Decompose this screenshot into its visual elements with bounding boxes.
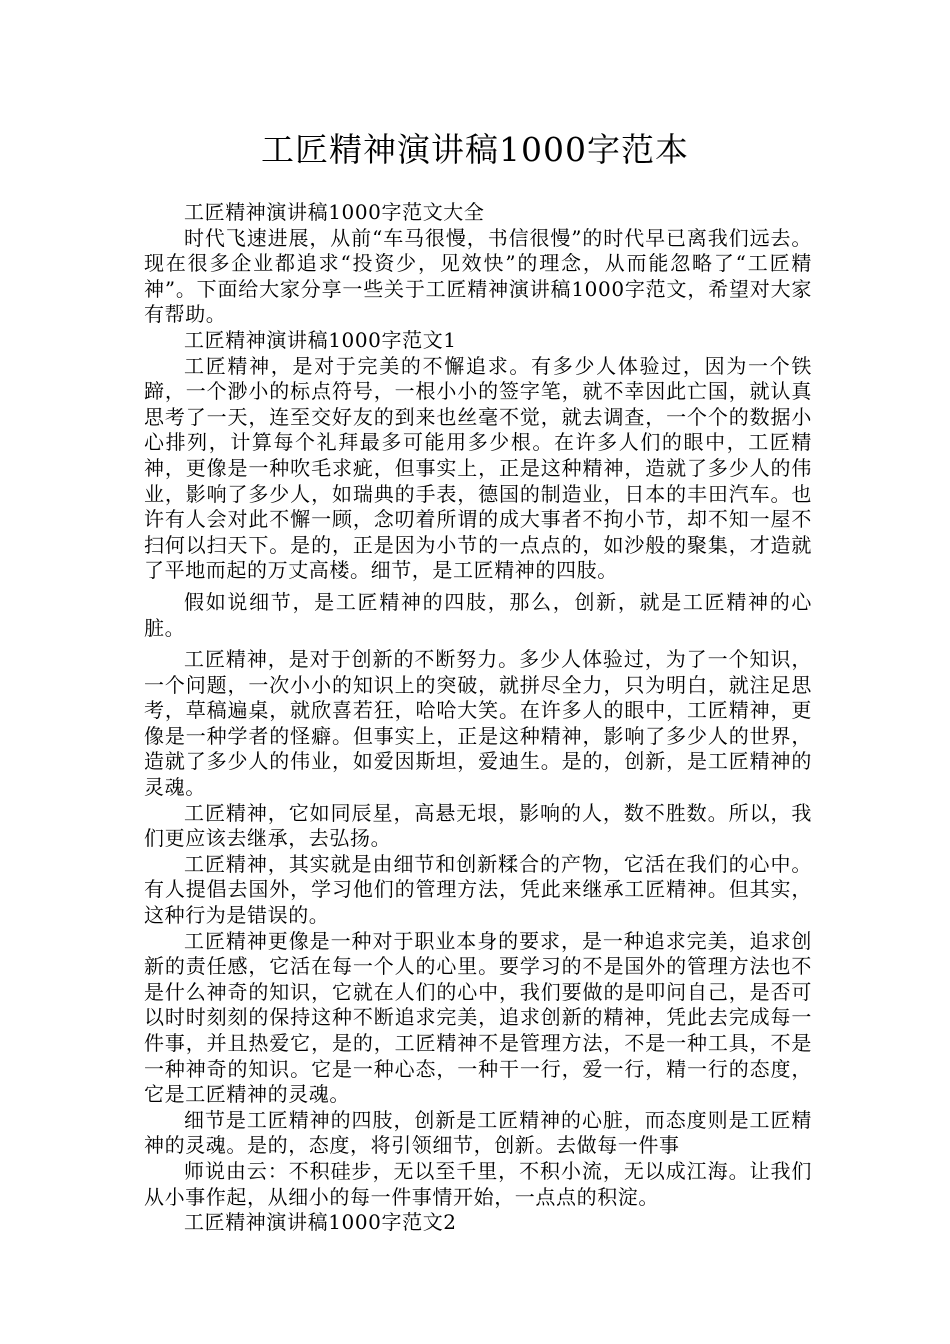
section-heading-1: 工匠精神演讲稿1000字范文1 xyxy=(184,327,457,352)
paragraph-summary: 细节是工匠精神的四肢，创新是工匠精神的心脏，而态度则是工匠精神的灵魂。是的，态度，将引领细节，创新。去做每一件事 xyxy=(144,1107,812,1158)
paragraph-intro: 时代飞速进展，从前“车马很慢，书信很慢”的时代早已离我们远去。现在很多企业都追求“投资少，见效快”的理念，从而能忽略了“工匠精神”。下面给大家分享一些关于工匠精神演讲稿1000字范文，希望对大家有帮助。 xyxy=(144,225,812,327)
paragraph-attitude: 工匠精神更像是一种对于职业本身的要求，是一种追求完美，追求创新的责任感，它活在每一个人的心里。要学习的不是国外的管理方法也不是什么神奇的知识，它就在人们的心中，我们要做的是叩问自己，是否可以时时刻刻的保持这种不断追求完美，追求创新的精神，凭此去完成每一件事，并且热爱它，是的，工匠精神不是管理方法，不是一种工具，不是一种神奇的知识。它是一种心态，一种干一行，爱一行，精一行的态度，它是工匠精神的灵魂。 xyxy=(144,928,812,1107)
paragraph-innovation: 工匠精神，是对于创新的不断努力。多少人体验过，为了一个知识，一个问题，一次小小的知识上的突破，就拼尽全力，只为明白，就注足思考，草稿遍桌，就欣喜若狂，哈哈大笑。在许多人的眼中，工匠精神，更像是一种学者的怪癖。但事实上，正是这种精神，影响了多少人的世界，造就了多少人的伟业，如爱因斯坦，爱迪生。是的，创新，是工匠精神的灵魂。 xyxy=(144,647,812,800)
paragraph-inherit: 工匠精神，它如同辰星，高悬无垠，影响的人，数不胜数。所以，我们更应该去继承，去弘扬。 xyxy=(144,800,812,851)
document-title: 工匠精神演讲稿1000字范本 xyxy=(261,130,689,169)
paragraph-quote: 师说由云：不积硅步，无以至千里，不积小流，无以成江海。让我们从小事作起，从细小的每一件事情开始，一点点的积淀。 xyxy=(144,1158,812,1209)
paragraph-detail: 工匠精神，是对于完美的不懈追求。有多少人体验过，因为一个铁蹄，一个渺小的标点符号，一根小小的签字笔，就不幸因此亡国，就认真思考了一天，连至交好友的到来也丝毫不觉，就去调查，一个个的数据小心排列，计算每个礼拜最多可能用多少根。在许多人们的眼中，工匠精神，更像是一种吹毛求疵，但事实上，正是这种精神，造就了多少人的伟业，影响了多少人，如瑞典的手表，德国的制造业，日本的丰田汽车。也许有人会对此不懈一顾，念叨着所谓的成大事者不拘小节，却不知一屋不扫何以扫天下。是的，正是因为小节的一点点的，如沙般的聚集，才造就了平地而起的万丈高楼。细节，是工匠精神的四肢。 xyxy=(144,353,812,583)
paragraph-subtitle: 工匠精神演讲稿1000字范文大全 xyxy=(184,200,485,224)
document-body xyxy=(144,200,812,1236)
section-heading-2: 工匠精神演讲稿1000字范文2 xyxy=(184,1210,457,1235)
paragraph-product: 工匠精神，其实就是由细节和创新糅合的产物，它活在我们的心中。有人提倡去国外，学习他们的管理方法，凭此来继承工匠精神。但其实，这种行为是错误的。 xyxy=(144,851,812,928)
paragraph-transition: 假如说细节，是工匠精神的四肢，那么，创新，就是工匠精神的心脏。 xyxy=(144,589,812,640)
